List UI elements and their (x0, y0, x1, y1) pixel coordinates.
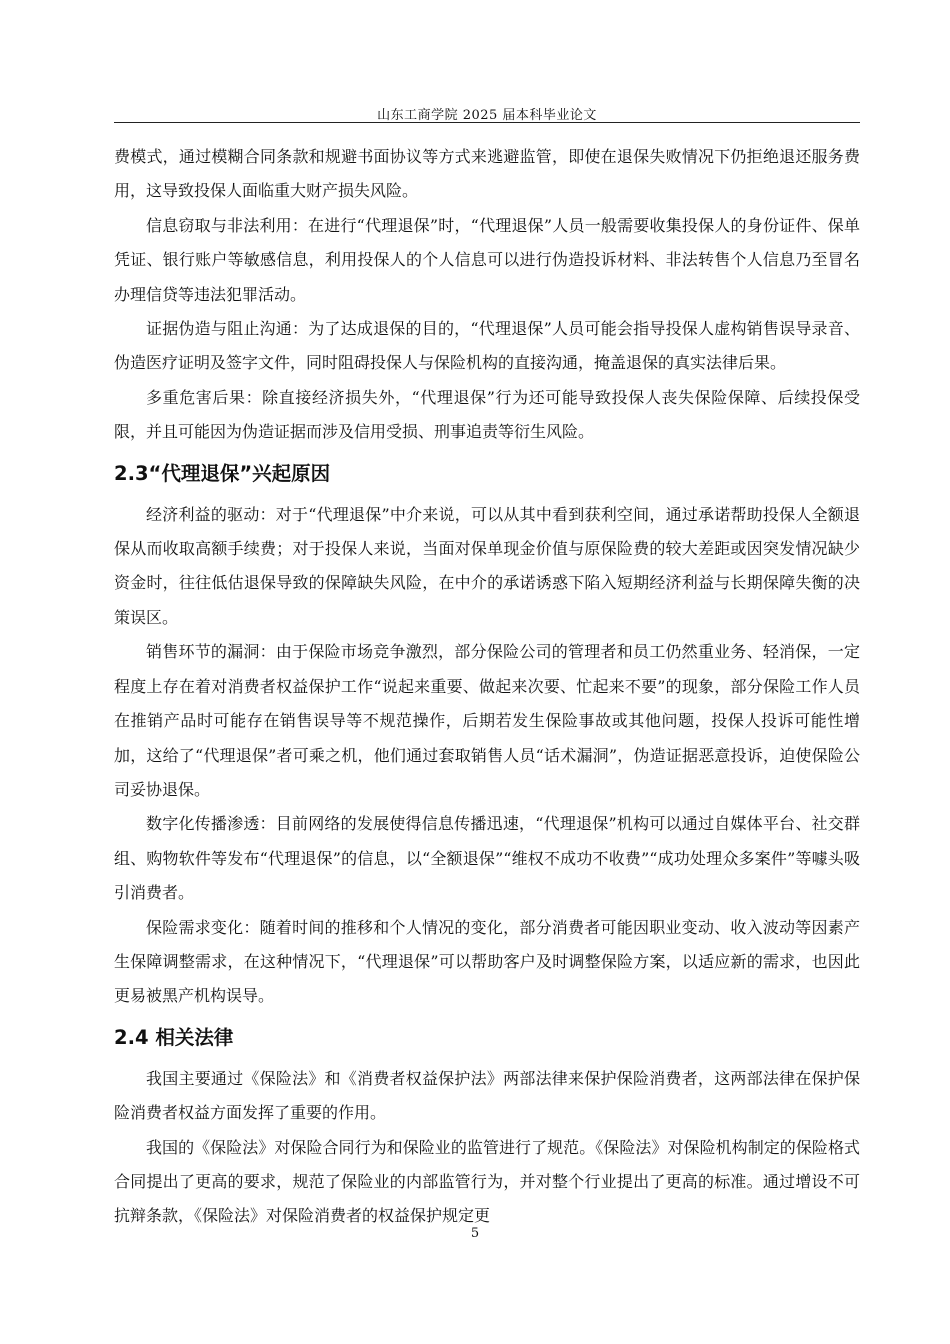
paragraph: 我国主要通过《保险法》和《消费者权益保护法》两部法律来保护保险消费者，这两部法律在保护保险消费者权益方面发挥了重要的作用。 (114, 1068, 860, 1123)
paragraph: 费模式，通过模糊合同条款和规避书面协议等方式来逃避监管，即使在退保失败情况下仍拒绝退还服务费用，这导致投保人面临重大财产损失风险。 (114, 147, 860, 201)
page-number: 5 (470, 1226, 480, 1241)
section-heading-2-3: 2.3“代理退保”兴起原因 (114, 461, 331, 485)
header-rule (114, 122, 860, 123)
paragraph: 信息窃取与非法利用：在进行“代理退保”时，“代理退保”人员一般需要收集投保人的身份证件、保单凭证、银行账户等敏感信息，利用投保人的个人信息可以进行伪造投诉材料、非法转售个人信息乃至冒名办理信贷等违法犯罪活动。 (114, 215, 860, 304)
paragraph: 我国的《保险法》对保险合同行为和保险业的监管进行了规范。《保险法》对保险机构制定的保险格式合同提出了更高的要求，规范了保险业的内部监管行为，并对整个行业提出了更高的标准。通过增设不可抗辩条款，《保险法》对保险消费者的权益保护规定更 (114, 1137, 860, 1226)
paragraph: 保险需求变化：随着时间的推移和个人情况的变化，部分消费者可能因职业变动、收入波动等因素产生保障调整需求，在这种情况下，“代理退保”可以帮助客户及时调整保险方案，以适应新的需求，也因此更易被黑产机构误导。 (114, 917, 860, 1006)
document-body (114, 140, 860, 1234)
paragraph: 经济利益的驱动：对于“代理退保”中介来说，可以从其中看到获利空间，通过承诺帮助投保人全额退保从而收取高额手续费；对于投保人来说，当面对保单现金价值与原保险费的较大差距或因突发情况缺少资金时，往往低估退保导致的保障缺失风险，在中介的承诺诱惑下陷入短期经济利益与长期保障失衡的决策误区。 (114, 504, 860, 627)
section-heading-2-4: 2.4 相关法律 (114, 1025, 234, 1049)
paragraph: 销售环节的漏洞：由于保险市场竞争激烈，部分保险公司的管理者和员工仍然重业务、轻消保，一定程度上存在着对消费者权益保护工作“说起来重要、做起来次要、忙起来不要”的现象，部分保险工作人员在推销产品时可能存在销售误导等不规范操作，后期若发生保险事故或其他问题，投保人投诉可能性增加，这给了“代理退保”者可乘之机，他们通过套取销售人员“话术漏洞”，伪造证据恶意投诉，迫使保险公司妥协退保。 (114, 642, 860, 799)
running-header: 山东工商学院 2025 届本科毕业论文 (377, 108, 597, 123)
paragraph: 多重危害后果：除直接经济损失外，“代理退保”行为还可能导致投保人丧失保险保障、后续投保受限，并且可能因为伪造证据而涉及信用受损、刑事追责等衍生风险。 (114, 387, 860, 442)
paragraph: 证据伪造与阻止沟通：为了达成退保的目的，“代理退保”人员可能会指导投保人虚构销售误导录音、伪造医疗证明及签字文件，同时阻碍投保人与保险机构的直接沟通，掩盖退保的真实法律后果。 (114, 319, 860, 373)
paragraph: 数字化传播渗透：目前网络的发展使得信息传播迅速，“代理退保”机构可以通过自媒体平台、社交群组、购物软件等发布“代理退保”的信息，以“全额退保”“维权不成功不收费”“成功处理众多案件”等噱头吸引消费者。 (114, 814, 860, 903)
